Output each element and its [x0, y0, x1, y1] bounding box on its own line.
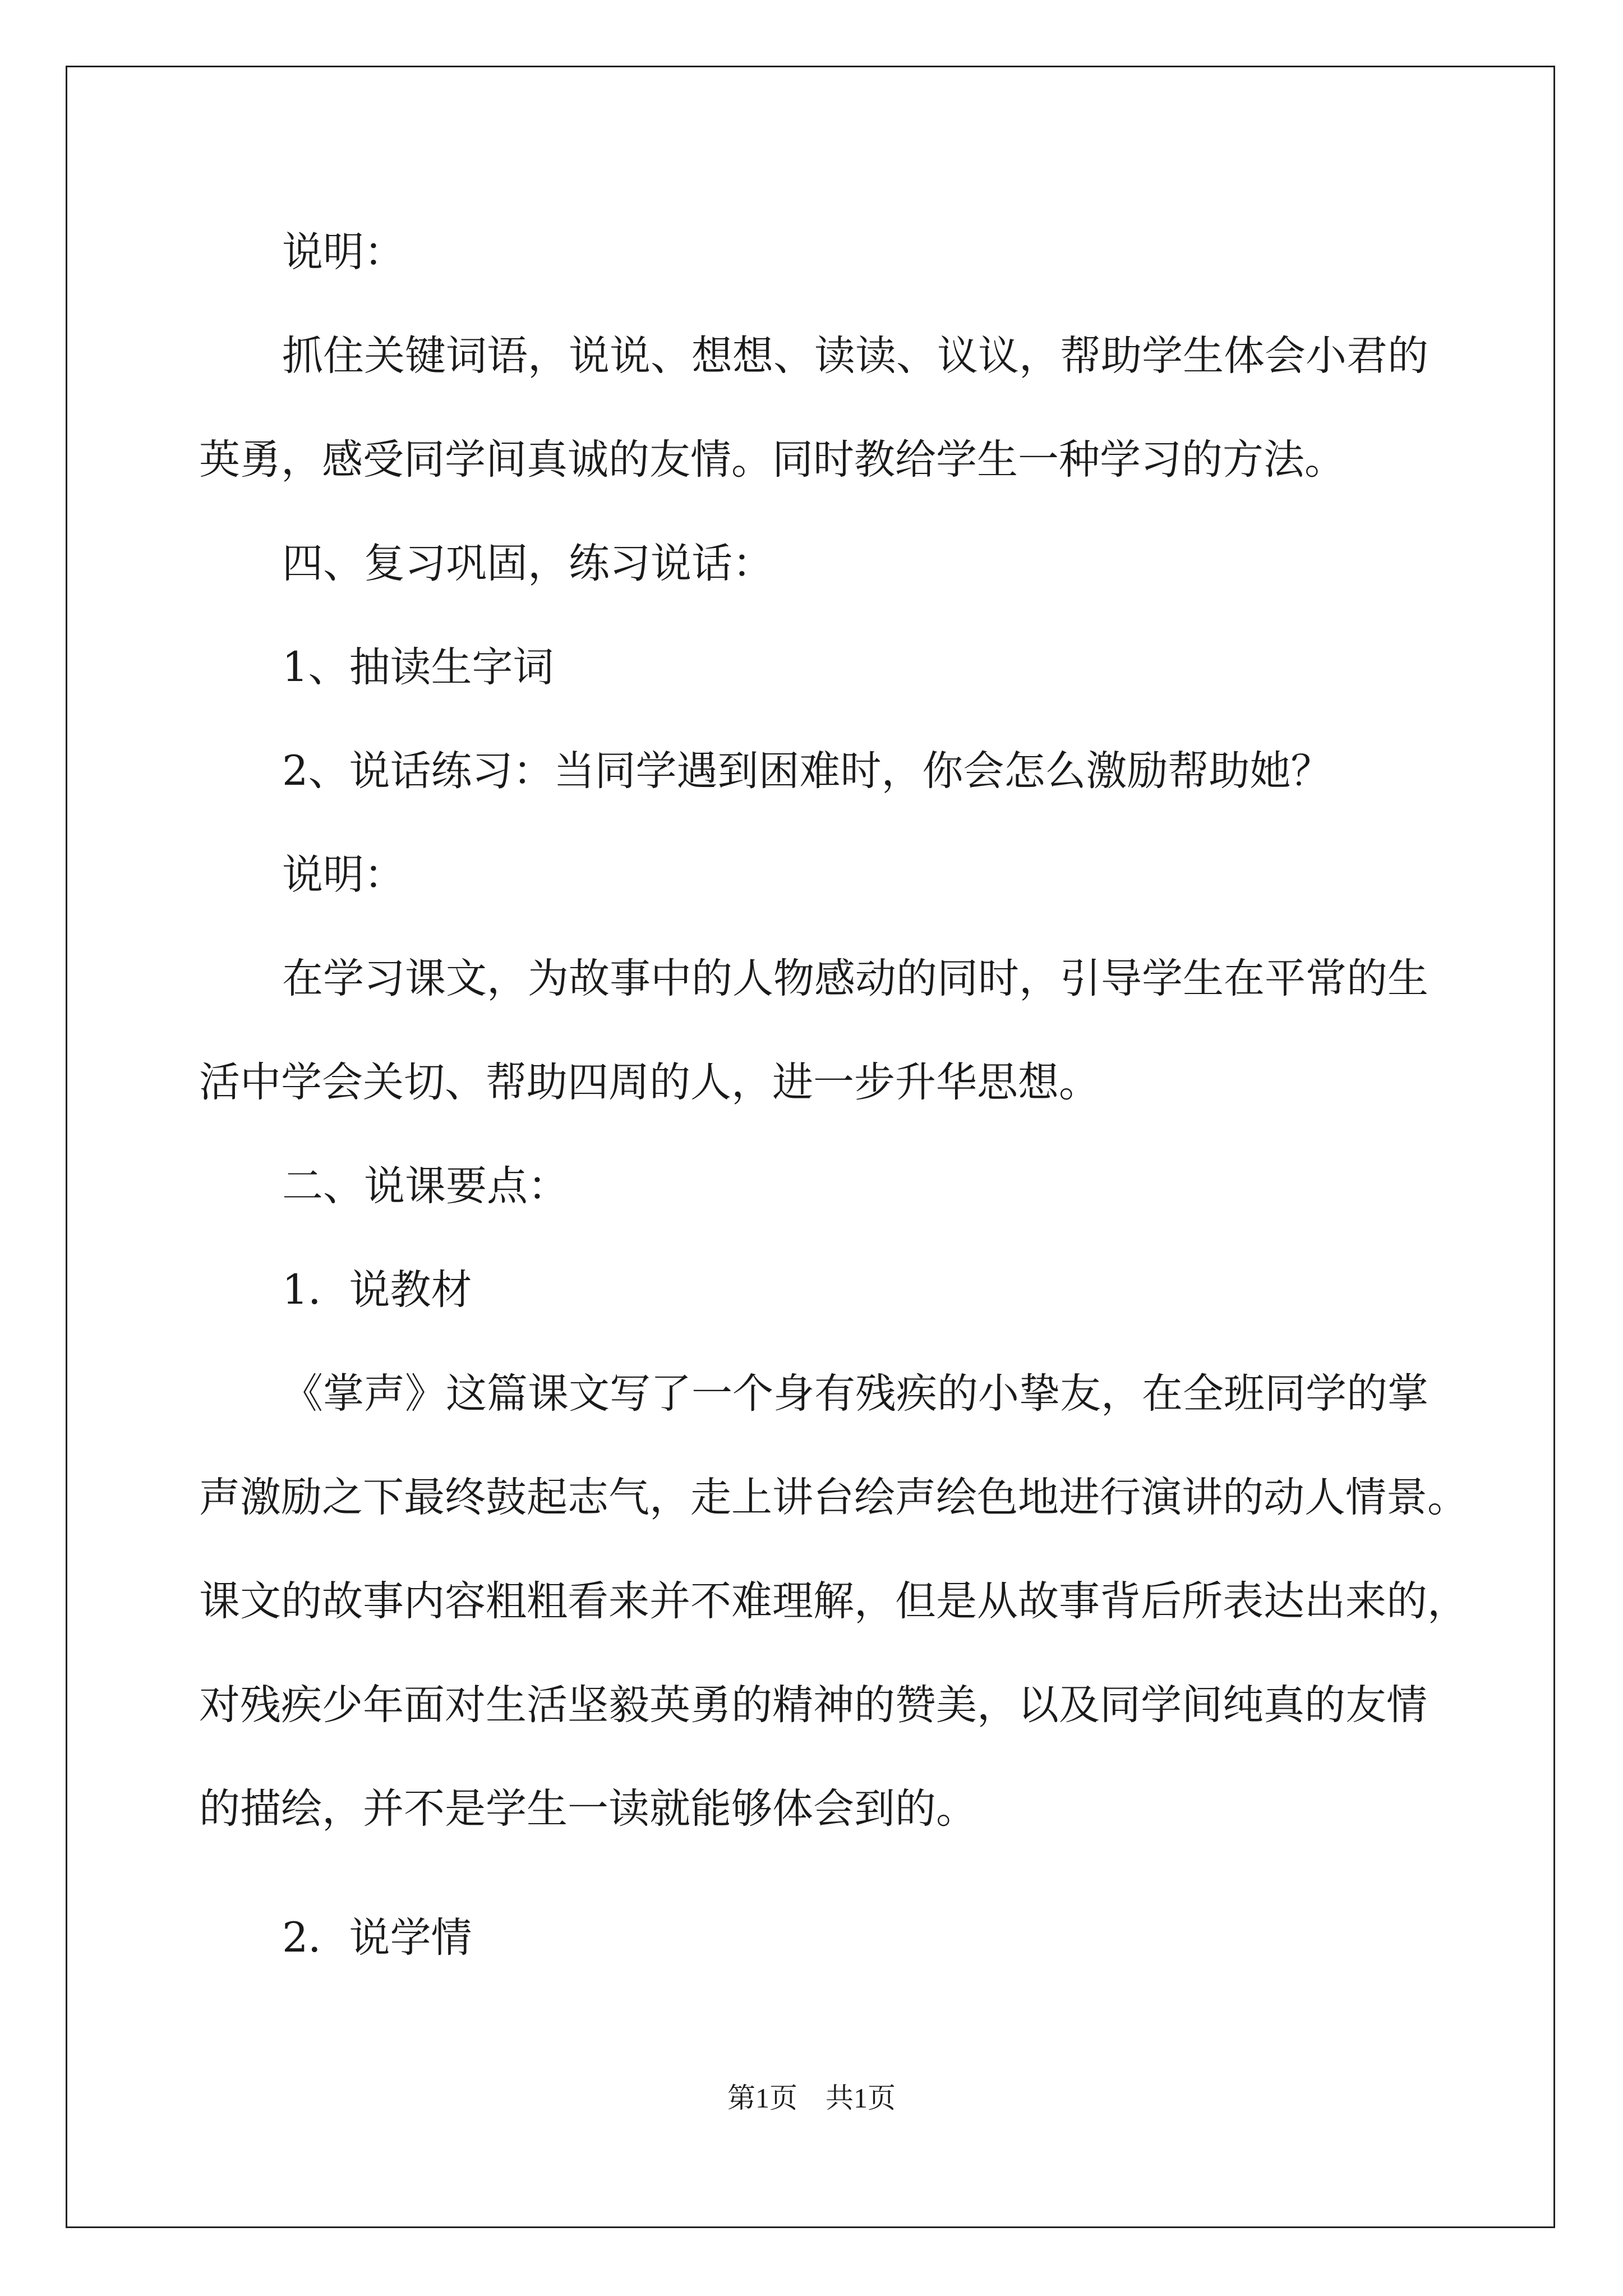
paragraph-line: 对残疾少年面对生活坚毅英勇的精神的赞美，以及同学间纯真的友情 [199, 1681, 1427, 1729]
section-heading: 二、说课要点： [282, 1162, 569, 1210]
paragraph-label-explanation: 说明： [282, 228, 405, 276]
paragraph-line: 课文的故事内容粗粗看来并不难理解，但是从故事背后所表达出来的， [199, 1577, 1468, 1625]
paragraph-line: 英勇，感受同学间真诚的友情。同时教给学生一种学习的方法。 [199, 436, 1345, 484]
paragraph-line: 声激励之下最终鼓起志气，走上讲台绘声绘色地进行演讲的动人情景。 [199, 1474, 1468, 1521]
page-border [66, 66, 1555, 2228]
section-heading: 四、复习巩固，练习说话： [282, 540, 773, 587]
paragraph-line: 活中学会关切、帮助四周的人，进一步升华思想。 [199, 1059, 1100, 1106]
paragraph-line: 抓住关键词语，说说、想想、读读、议议，帮助学生体会小君的 [282, 332, 1428, 380]
paragraph-line: 的描绘，并不是学生一读就能够体会到的。 [199, 1785, 977, 1833]
paragraph-line: 《掌声》这篇课文写了一个身有残疾的小挚友，在全班同学的掌 [282, 1370, 1428, 1418]
subsection-heading: 1．说教材 [282, 1266, 472, 1314]
list-item: 1、抽读生字词 [282, 643, 554, 691]
list-item: 2、说话练习：当同学遇到困难时，你会怎么激励帮助她？ [282, 747, 1332, 795]
paragraph-label-explanation: 说明： [282, 851, 405, 899]
page-footer: 第1页 共1页 [727, 2082, 896, 2114]
paragraph-line: 在学习课文，为故事中的人物感动的同时，引导学生在平常的生 [282, 955, 1428, 1002]
subsection-heading: 2．说学情 [282, 1914, 472, 1962]
